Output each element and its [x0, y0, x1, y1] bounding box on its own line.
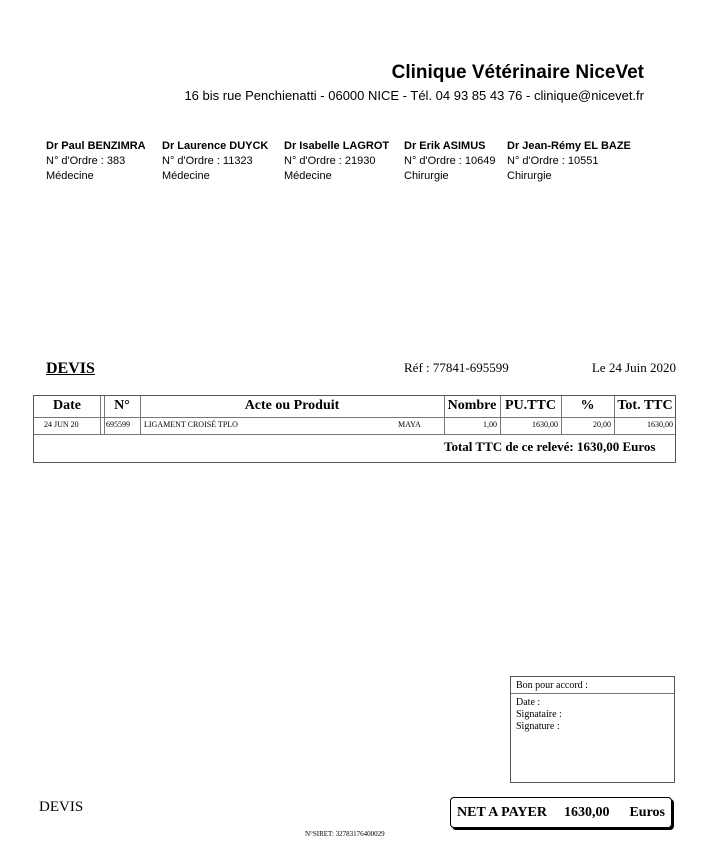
clinic-address: 16 bis rue Penchienatti - 06000 NICE - Tél. 04 93 85 43 76 - clinique@nicevet.fr: [184, 88, 644, 103]
header-date: Date: [53, 398, 81, 413]
header-act: Acte ou Produit: [244, 398, 340, 413]
vet-specialty: Médecine: [46, 170, 94, 182]
vet-name: Dr Laurence DUYCK: [162, 140, 269, 152]
vet-specialty: Chirurgie: [404, 170, 449, 182]
agreement-date-label: Date :: [516, 697, 541, 708]
cell-date: 24 JUN 20: [44, 420, 79, 429]
vet-ordre: N° d'Ordre : 10649: [404, 155, 496, 167]
cell-total: 1630,00: [647, 420, 673, 429]
header-quantity: Nombre: [447, 398, 497, 413]
vet-ordre: N° d'Ordre : 21930: [284, 155, 376, 167]
document-title: DEVIS: [46, 360, 95, 377]
vet-name: Dr Jean-Rémy EL BAZE: [507, 140, 631, 152]
document-reference: Réf : 77841-695599: [404, 360, 509, 375]
vet-name: Dr Paul BENZIMRA: [46, 140, 146, 152]
column-divider: [100, 396, 101, 434]
vet-specialty: Médecine: [284, 170, 332, 182]
agreement-signatory-label: Signataire :: [516, 709, 562, 720]
vet-column: [284, 139, 389, 184]
header-number: N°: [114, 398, 130, 413]
vet-column: [46, 139, 146, 184]
siret-number: N°SIRET: 32783176400029: [305, 830, 385, 838]
vet-column: [507, 139, 631, 184]
cell-animal: MAYA: [398, 420, 421, 429]
cell-quantity: 1,00: [483, 420, 497, 429]
net-label: NET A PAYER: [457, 805, 547, 820]
total-line: Total TTC de ce relevé: 1630,00 Euros: [444, 439, 656, 454]
vet-specialty: Médecine: [162, 170, 210, 182]
clinic-name: Clinique Vétérinaire NiceVet: [391, 62, 644, 83]
vet-ordre: N° d'Ordre : 11323: [162, 155, 253, 167]
row-divider: [34, 434, 675, 435]
header-total: Tot. TTC: [617, 398, 673, 413]
document-date: Le 24 Juin 2020: [591, 360, 676, 375]
header-percent: %: [580, 398, 595, 413]
header-divider: [34, 417, 675, 418]
header-unit-price: PU.TTC: [505, 398, 556, 413]
net-unit: Euros: [629, 805, 665, 820]
vet-name: Dr Isabelle LAGROT: [284, 140, 390, 152]
cell-unit-price: 1630,00: [532, 420, 558, 429]
vet-column: [162, 139, 268, 184]
net-amount: 1630,00: [564, 805, 610, 820]
agreement-title: Bon pour accord :: [511, 677, 674, 694]
vet-ordre: N° d'Ordre : 383: [46, 155, 126, 167]
cell-percent: 20,00: [593, 420, 611, 429]
vet-column: [404, 139, 496, 184]
footer-document-label: DEVIS: [39, 799, 84, 815]
cell-act: LIGAMENT CROISÉ TPLO: [144, 420, 238, 429]
net-to-pay-box: [450, 797, 672, 828]
vet-name: Dr Erik ASIMUS: [404, 140, 486, 152]
vet-ordre: N° d'Ordre : 10551: [507, 155, 599, 167]
cell-number: 695599: [106, 420, 130, 429]
agreement-box: [510, 676, 675, 783]
vet-specialty: Chirurgie: [507, 170, 552, 182]
agreement-signature-label: Signature :: [516, 721, 560, 732]
